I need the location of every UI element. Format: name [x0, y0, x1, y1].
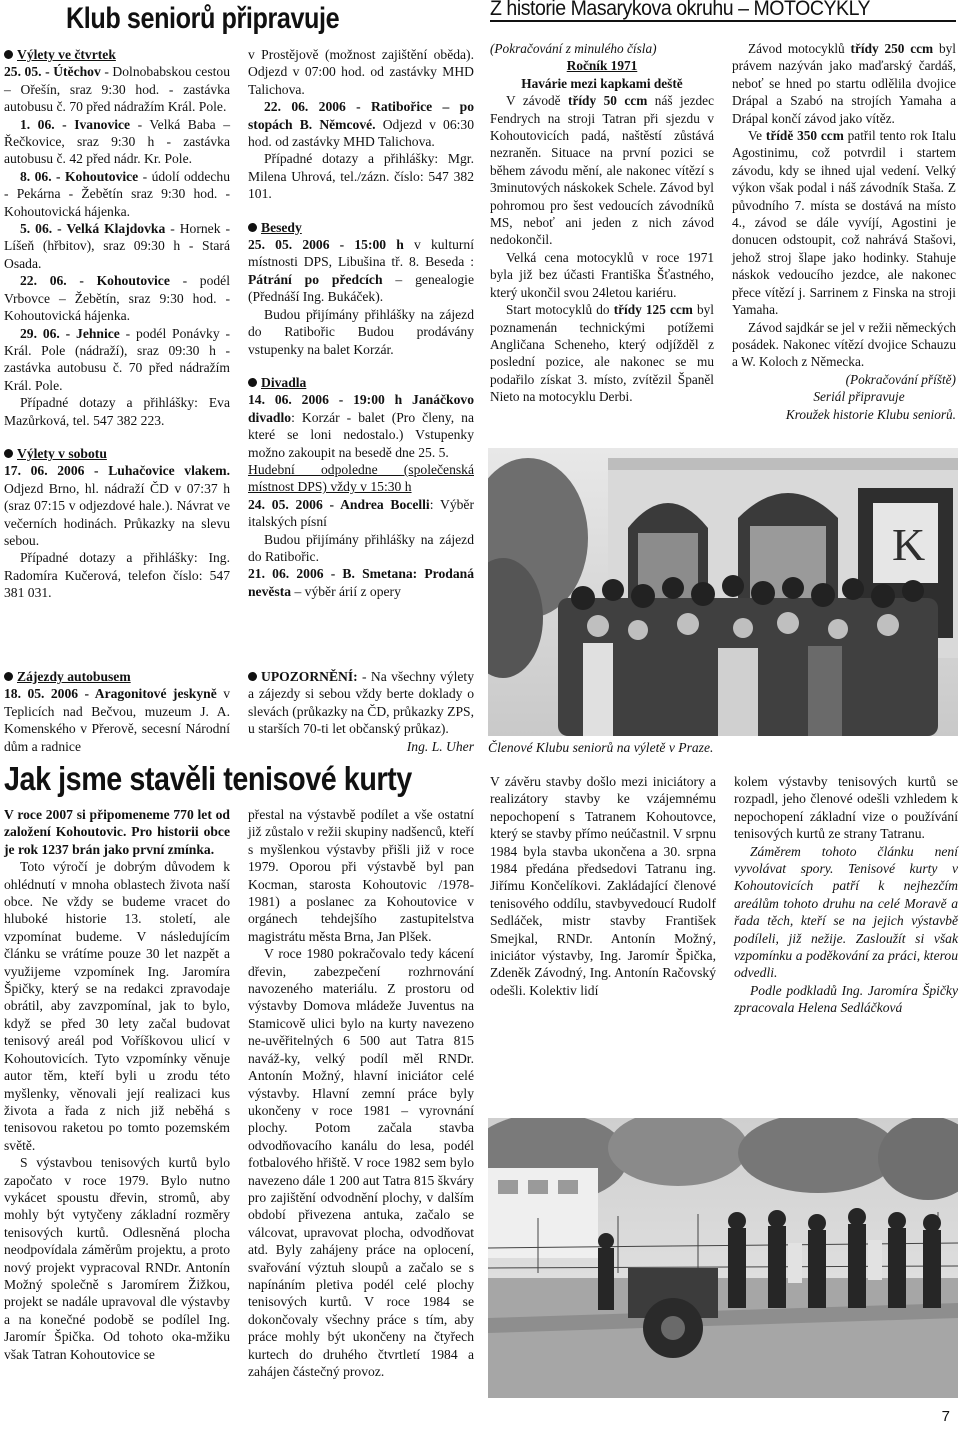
contact-text: Případné dotazy a přihlášky: Ing. Radomíra Kučerová, telefon číslo: 547 381 031.: [4, 550, 230, 601]
photo-caption-club-prague: Členové Klubu seniorů na výletě v Praze.: [488, 740, 714, 755]
event-item: 14. 06. 2006 - 19:00 h Janáčkovo divadlo: Korzár - balet (Pro členy, na které se loni nedostalo.) Vstupenky možno zakoupit na besedě dne 25. 5.: [248, 392, 474, 460]
bullet-icon: [248, 223, 257, 232]
notice-label: UPOZORNĚNÍ:: [261, 669, 358, 684]
event-item: 25. 05. 2006 - 15:00 h v kulturní místnosti DPS, Libušina tř. 8. Beseda : Pátrání po předcích – genealogie (Přednáší Ing. Bukáček).: [248, 237, 475, 305]
bullet-icon: [248, 672, 257, 681]
history-column-1: (Pokračování z minulého čísla) Ročník 1971 Havárie mezi kapkami deště V závodě třídy 50 ccm náš jezdec Fendrych na stroji Tatran při sjezdu v Kohoutovicích padá, naštěstí zůstává nezraněn. Situace na první pozici se během závodu mění, ale nakonec vítězí s 3minutových náskokek Schele. Závod byl pohromou pro šest vedoucích závodníků MS, neboť ani jeden z nich závod nedokončil. Velká cena motocyklů v roce 1971 byla již bez účasti Františka Šťastného, který ukončil svou 24letou kariéru. Start motocyklů do třídy 125 ccm byl poznamenán technickými potížemi Angličana Scheneho, který odjížděl z poslední pozice, ale nakonec se mu podařilo získat 3. místo, zvítězil Španěl Nieto na motocyklu Derbi.: [490, 41, 715, 405]
page-number: 7: [941, 1408, 950, 1425]
club-column-1: [4, 46, 230, 602]
trip-item: 22. 06. - Kohoutovice - podél Vrbovce – Žebětín, sraz 9:30 hod. - Kohoutovická hájenka.: [4, 273, 230, 324]
history-column-2: Závod motocyklů třídy 250 ccm byl právem nazýván jako maďarský čardáš, neboť se hned po startu odlělila dvojice Drápal a Szabó na strojích Yamaha a Drápal končí závod jako vítěz. Ve třídě 350 ccm patřil tento rok Italu Agostinimu, což potvrdil i startem závodu, kdy se ihned ujal vedení. Velký výkon však podal i náš závodník Staša. Z původního 7. místa se dostává na místo 4., závod se dále vyvíjí, Agostini je donucen odstoupit, což nahrává Stašovi, jehož stroj šlape jako hodinky. Stahuje náskok vedoucího jezdce, ale nakonec přece vítězí j. Sarrinem z Finska na stroji Yamaha. Závod sajdkár se jel v režii německých posádek. Nakonec vítězí dvojice Schauzu a W. Koloch z Německa. (Pokračování příště) Seriál připravuje Kroužek historie Klubu seniorů.: [732, 41, 957, 422]
trip-item: 5. 06. - Velká Klajdovka - Hornek - Líšeň (hřbitov), sraz 09:30 h - Stará Osada.: [4, 221, 230, 271]
tennis-lead: V roce 2007 si připomeneme 770 let od založení Kohoutovic. Pro historii obce je rok 1237 brán jako první zmínka.: [4, 807, 230, 857]
event-item: 24. 05. 2006 - Andrea Bocelli: Výběr italských písní: [248, 496, 474, 530]
notice-block: UPOZORNĚNÍ: - Na všechny výlety a zájezdy si sebou vždy berte doklady o slevách (průkazky na ČD, průkazky ZPS, u starších 70-ti let občanský průkaz). Ing. L. Uher: [248, 669, 474, 754]
headline-history: Z historie Masarykova okruhu – MOTOCYKLY: [490, 0, 871, 20]
headline-rule: [490, 20, 956, 22]
trip-item: 25. 05. - Útěchov - Dolnobabskou cestou – Ořešín, sraz 9:30 hod. - zastávka autobusu č. 70 před nádražím Král. Pole.: [4, 64, 231, 115]
contact-text: Případné dotazy a přihlášky: Eva Mazůrková, tel. 547 382 223.: [4, 395, 230, 428]
photo-tennis-construction-image: [488, 1118, 958, 1398]
section-saturday-trips: Výlety v sobotu: [17, 445, 107, 461]
section-bus-trips: Zájezdy autobusem: [17, 669, 131, 684]
trip-item: 22. 06. 2006 - Ratibořice – po stopách B. Němcové. Odjezd v 06:30 hod. od zastávky MHD Talichova.: [248, 99, 475, 150]
trip-item: 8. 06. - Kohoutovice - údolí oddechu - Pekárna - Žebětín sraz 9:30 hod. - Kohoutovická hájenka.: [4, 168, 230, 219]
tennis-column-1: V roce 2007 si připomeneme 770 let od založení Kohoutovic. Pro historii obce je rok 1237 brán jako první zmínka. Toto výročí je dobrým důvodem k ohlédnutí v mnoha oblastech života naší obce. Ne vždy se budeme vracet do hluboké historie 13. století, ale vzpomínat budeme. V následujícím článku se vrátíme pouze 30 let nazpět a využijeme vzpomínek Ing. Jaromíra Špičky, který se na redakci zpravodaje obrátil, aby zavzpomínal, jak to bylo, když se před 30 lety začal budovat tenisový areál pod Voříškovou ulicí v Kohoutovicích. Tyto vzpomínky věnuje autor těm, kteří byli u zrodu této myšlenky, věnovali její realizaci kus života a řada z nich již neběhá s tenisovou raketou po tomto pozemském světě. S výstavbou tenisových kurtů bylo započato v roce 1979. Bylo nutno vykácet spoustu dřevin, stromů, aby mohly být vytyčeny základní rozměry tenisových kurtů. Odlesněná plocha neodpovídala záměrům projektu, a proto nový projekt vypracoval RNDr. Antonín Možný společně s Jaromírem Žižkou, projekt se nadále upravoval dle výstavby a na konečné podobě se podílel Ing. Jaromír Špička. Od tohoto oka-mžiku však Tatran Kohoutovice se: [4, 807, 230, 1362]
section-thursday-trips: Výlety ve čtvrtek: [17, 47, 116, 62]
history-subtitle: Ročník 1971: [566, 58, 638, 74]
club-column-2: v Prostějově (možnost zajištění oběda). Odjezd v 07:00 hod. od zastávky MHD Talichova. 22. 06. 2006 - Ratibořice – po stopách B. Němcové. Odjezd v 06:30 hod. od zastávky MHD Talichova. Případné dotazy a přihlášky: Mgr. Milena Uhrová, tel./zázn. číslo: 547 382 101. Besedy 25. 05. 2006 - 15:00 h v kulturní místnosti DPS, Libušina tř. 8. Beseda : Pátrání po předcích – genealogie (Přednáší Ing. Bukáček). Budou přijímány přihlášky na zájezd do Ratibořic Budou prodávány vstupenky na balet Korzár. Divadla 14. 06. 2006 - 19:00 h Janáčkovo divadlo: Korzár - balet (Pro členy, na které se loni nedostalo.) Vstupenky možno zakoupit na besedě dne 25. 5. Hudební odpoledne (společenská místnost DPS) vždy v 15:30 h 24. 05. 2006 - Andrea Bocelli: Výběr italských písní Budou přijímány přihlášky na zájezd do Ratibořic. 21. 06. 2006 - B. Smetana: Prodaná nevěsta – výběr árií z opery: [248, 47, 475, 599]
contact-text: Případné dotazy a přihlášky: Mgr. Milena Uhrová, tel./zázn. číslo: 547 382 101.: [248, 151, 474, 202]
trip-item: 1. 06. - Ivanovice - Velká Baba – Řečkovice, sraz 9:30 h - zastávka autobusu č. 42 před nádr. Kr. Pole.: [4, 116, 231, 167]
trip-item: 17. 06. 2006 - Luhačovice vlakem. Odjezd Brno, hl. nádraží ČD v 07:37 h (sraz 07:15 v odjezdové hale.). Návrat ve večerních hodinách. Průkazky na slevu sebou.: [4, 463, 230, 548]
event-item: 21. 06. 2006 - B. Smetana: Prodaná nevěsta – výběr árií z opery: [248, 566, 474, 599]
photo-club-members-prague-image: [488, 448, 958, 736]
bus-trips-block: [4, 668, 230, 755]
trip-item: 29. 06. - Jehnice - podél Ponávky - Král. Pole (nádraží), sraz 09:30 h - zastávka autobusu č. 70 před nádražím Král. Pole.: [4, 325, 230, 393]
trip-item: 18. 05. 2006 - Aragonitové jeskyně v Teplicích nad Bečvou, muzeum J. A. Komenského v Přerově, secesní Národní dům a radnice: [4, 686, 230, 754]
headline-tennis: Jak jsme stavěli tenisové kurty: [4, 760, 412, 797]
notice-signature: Ing. L. Uher: [406, 738, 474, 754]
section-theatre: Divadla: [261, 374, 307, 390]
bullet-icon: [4, 672, 13, 681]
section-talks: Besedy: [261, 219, 302, 235]
tennis-column-3: V závěru stavby došlo mezi iniciátory a realizátory stavby ke vzájemnému nepochopení s Tatranem Kohoutovce, který se stavby přímo neúčastnil. V srpnu 1984 byla stavba ukončena a 30. srpna 1984 předána předsedovi Tatranu ing. Jiřímu Končelíkovi. Zakládající členové tenisového oddílu, stavbyvedoucí Rudolf Sedláček, mistr stavby František Smejkal, RNDr. Antonín Možný, iniciátor výstavby, Ing. Jaromír Špička, Zdeněk Závodný, Ing. Antonín Račovský odešli. Kolektiv lidí: [490, 774, 716, 998]
photo-club-members-prague: [488, 448, 958, 736]
tennis-column-2: přestal na výstavbě podílet a vše ostatní již zůstalo v režii skupiny nadšenců, kteří s myšlenkou výstavby přišli již v roce 1979. Oporou při výstavbě byl pan Kocman, starosta Kohoutovic /1978-1981) a poslanec za Kohoutovice v orgánech tehdejšího zastupitelstva magistrátu města Brna, Jan Plšek. V roce 1980 pokračovalo tedy kácení dřevin, zabezpečení rozhrnování navozeného materiálu. Z prostoru od výstavby Domova mládeže Juventus na Stamicově ulici bylo na kurty navezeno ne-uvěřitelných 6 500 aut Tatra 815 naváž-ky, velký podíl měl RNDr. Antonín Možný, hlavní iniciátor celé výstavby. Hlavní zemní práce byly ukončeny v roce 1981 – vyrovnání plochy. Potom začala stavba odvodňovacího kanálu do lesa, podél fotbalového hřiště. V roce 1982 sem bylo navezeno dále 1 200 aut Tatra 815 škváry pro zajištění odvodnění plochy, v dalším období přivezena antuka, začalo se válcovat, upravovat plocha, odvodňovat atd. Byly zahájeny práce na oplocení, svařování výztuh sloupů a začalo se s napínáním pletiva podél celé plochy tenisových kurtů. V roce 1984 se dokončovaly všechny práce s tím, aby práce mohly být ukončeny na čtyřech kurtech do druhého čtvrtletí 1984 a zahájen částečný provoz.: [248, 807, 474, 1379]
history-subtitle-2: Havárie mezi kapkami deště: [521, 75, 683, 91]
bullet-icon: [4, 449, 13, 458]
bullet-icon: [248, 378, 257, 387]
svg-text:K: K: [892, 519, 926, 570]
photo-tennis-construction: [488, 1118, 958, 1398]
bullet-icon: [4, 50, 13, 59]
tennis-column-4: kolem výstavby tenisových kurtů se rozpadl, jeho členové odešli vzhledem k nepochopení základní vize o používání tenisových kurtů ze strany Tatranu. Záměrem tohoto článku není vyvolávat spory. Tenisové kurty v Kohoutovicích patří k nejhezčím areálům tohoto druhu na celé Moravě a řada těch, kteří se na jejich výstavbě podíleli, již nežije. Zasloužít si však vzpomínku a poděkování za práci, kterou odvedli. Podle podkladů Ing. Jaromíra Špičky zpracovala Helena Sedláčková: [734, 774, 958, 1016]
headline-club: Klub seniorů připravuje: [66, 2, 340, 35]
